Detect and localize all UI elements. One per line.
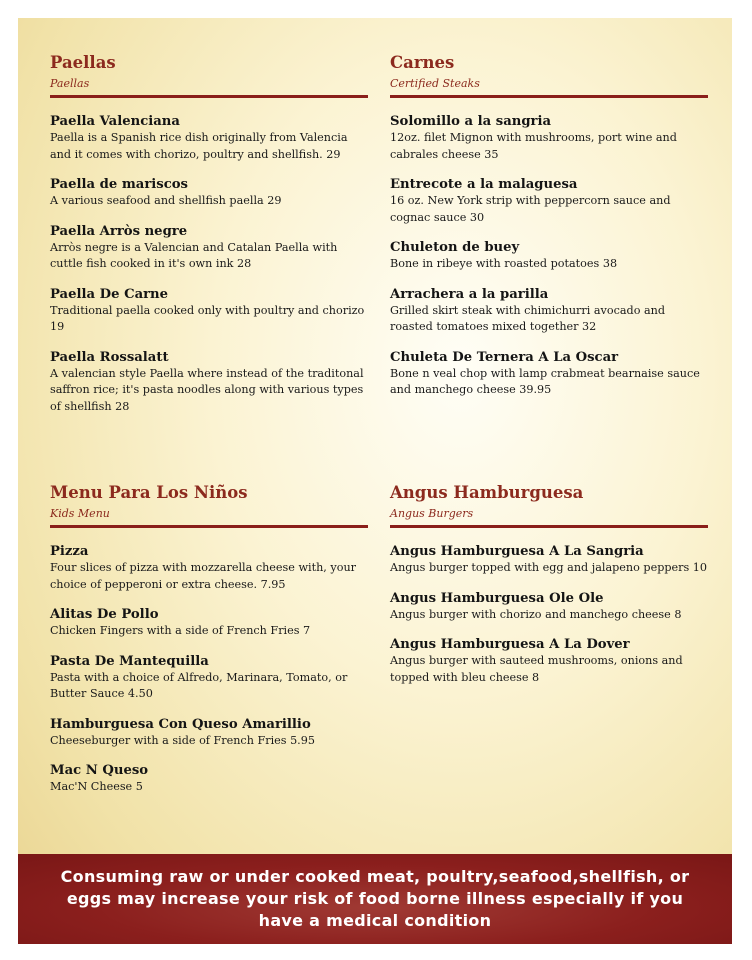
item-name: Chuleton de buey <box>390 240 520 255</box>
menu-item <box>50 286 368 336</box>
item-description: Arròs negre is a Valencian and Catalan Paella with cuttle fish cooked in it's own ink 28 <box>50 240 338 270</box>
item-name: Pasta De Mantequilla <box>50 653 209 669</box>
item-name: Entrecote a la malaguesa <box>390 177 578 192</box>
item-name: Hamburguesa Con Queso Amarillio <box>50 716 311 732</box>
menu-item <box>50 223 368 273</box>
section-divider <box>50 95 368 98</box>
item-description: 12oz. filet Mignon with mushrooms, port wine and cabrales cheese 35 <box>390 131 677 161</box>
menu-item <box>50 716 368 750</box>
item-description: Cheeseburger with a side of French Fries 5.95 <box>50 733 315 747</box>
section-title: Paellas <box>50 53 116 72</box>
section-divider <box>50 525 368 528</box>
item-description: A valencian style Paella where instead of the traditonal saffron rice; it's pasta noodles along with various types of shellfish 28 <box>50 366 364 413</box>
section-divider <box>390 95 708 98</box>
item-name: Paella Rossalatt <box>50 349 169 365</box>
item-name: Chuleta De Ternera A La Oscar <box>390 349 619 365</box>
section-title: Menu Para Los Niños <box>50 483 248 502</box>
menu-item <box>50 762 368 796</box>
section-angus-burgers <box>390 482 708 699</box>
menu-item <box>390 543 708 577</box>
section-title: Carnes <box>390 53 455 72</box>
menu-item <box>390 239 708 273</box>
menu-item <box>50 113 368 163</box>
menu-item <box>50 606 368 640</box>
menu-item <box>50 653 368 703</box>
item-description: Chicken Fingers with a side of French Fries 7 <box>50 624 311 637</box>
item-name: Alitas De Pollo <box>50 607 159 622</box>
item-description: Pasta with a choice of Alfredo, Marinara, Tomato, or Butter Sauce 4.50 <box>50 670 348 700</box>
item-name: Angus Hamburguesa A La Sangria <box>390 544 644 559</box>
item-description: Mac'N Cheese 5 <box>50 780 143 793</box>
item-description: Traditional paella cooked only with poultry and chorizo 19 <box>50 303 365 333</box>
section-subtitle: Certified Steaks <box>390 77 480 90</box>
section-carnes <box>390 52 708 412</box>
section-divider <box>390 525 708 528</box>
item-name: Paella Arròs negre <box>50 223 188 239</box>
menu-item <box>390 349 708 399</box>
food-warning-text: Consuming raw or under cooked meat, poultry,seafood,shellfish, or eggs may increase your risk of food borne illness especially if you have a medical condition <box>60 867 690 930</box>
item-description: Four slices of pizza with mozzarella cheese with, your choice of pepperoni or extra cheese. 7.95 <box>50 561 357 591</box>
item-description: A various seafood and shellfish paella 29 <box>50 194 282 207</box>
menu-item <box>390 286 708 336</box>
item-name: Arrachera a la parilla <box>390 286 549 302</box>
menu-item <box>390 176 708 226</box>
item-name: Solomillo a la sangria <box>390 114 552 129</box>
item-description: Angus burger topped with egg and jalapeno peppers 10 <box>390 561 708 574</box>
menu-item <box>50 176 368 210</box>
menu-page <box>18 18 732 944</box>
item-description: Angus burger with chorizo and manchego cheese 8 <box>390 607 682 621</box>
menu-item <box>50 349 368 416</box>
item-name: Angus Hamburguesa A La Dover <box>390 637 630 652</box>
menu-item <box>390 590 708 624</box>
section-subtitle: Paellas <box>50 77 90 90</box>
food-warning-banner <box>18 854 732 944</box>
menu-item <box>50 543 368 593</box>
menu-item <box>390 113 708 163</box>
item-name: Paella Valenciana <box>50 114 180 129</box>
item-description: Paella is a Spanish rice dish originally from Valencia and it comes with chorizo, poultry and shellfish. 29 <box>50 131 348 161</box>
menu-item <box>390 636 708 686</box>
item-name: Mac N Queso <box>50 763 149 778</box>
item-description: Angus burger with sauteed mushrooms, onions and topped with bleu cheese 8 <box>390 654 683 684</box>
item-description: Bone in ribeye with roasted potatoes 38 <box>390 257 618 270</box>
item-name: Paella De Carne <box>50 286 169 302</box>
section-title: Angus Hamburguesa <box>390 483 584 502</box>
item-description: Bone n veal chop with lamp crabmeat bearnaise sauce and manchego cheese 39.95 <box>390 366 700 396</box>
item-description: 16 oz. New York strip with peppercorn sauce and cognac sauce 30 <box>390 194 671 224</box>
section-kids-menu <box>50 482 368 809</box>
section-subtitle: Kids Menu <box>50 507 110 520</box>
item-description: Grilled skirt steak with chimichurri avocado and roasted tomatoes mixed together 32 <box>390 303 666 333</box>
item-name: Angus Hamburguesa Ole Ole <box>390 590 604 606</box>
item-name: Paella de mariscos <box>50 177 188 192</box>
section-paellas <box>50 52 368 428</box>
item-name: Pizza <box>50 544 89 559</box>
section-subtitle: Angus Burgers <box>390 507 474 520</box>
